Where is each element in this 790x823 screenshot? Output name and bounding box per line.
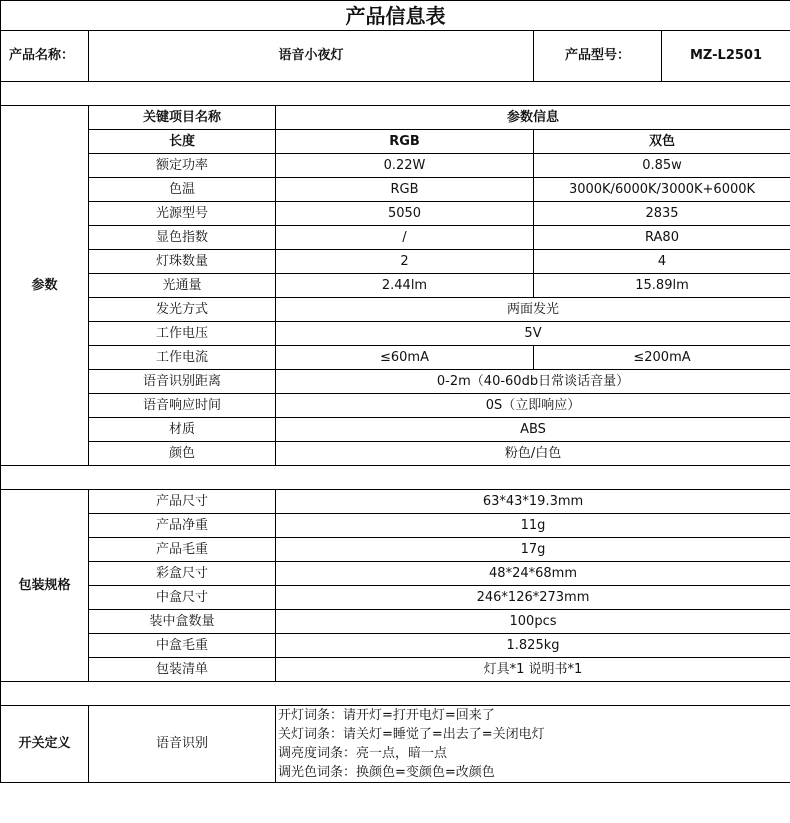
- page-title: 产品信息表: [1, 1, 790, 31]
- product-name-label: 产品名称：: [1, 31, 89, 82]
- switch-label: 语音识别: [89, 706, 276, 783]
- table-row: [1, 490, 790, 514]
- table-row: [1, 346, 790, 370]
- row-label: 发光方式: [89, 298, 276, 322]
- row-label: 额定功率: [89, 154, 276, 178]
- separator-row: [1, 682, 790, 706]
- row-value: 0-2m（40-60db日常谈话音量）: [276, 370, 790, 394]
- row-value: 63*43*19.3mm: [276, 490, 790, 514]
- row-value-dual: ≤200mA: [534, 346, 790, 370]
- row-label: 产品净重: [89, 514, 276, 538]
- switch-commands: [276, 706, 790, 783]
- table-row: [1, 442, 790, 466]
- table-row: [1, 178, 790, 202]
- length-label: 长度: [89, 130, 276, 154]
- separator-row: [1, 466, 790, 490]
- row-value: 粉色/白色: [276, 442, 790, 466]
- col-key-header: 关键项目名称: [89, 106, 276, 130]
- table-row: [1, 298, 790, 322]
- row-value: 5V: [276, 322, 790, 346]
- product-model-label: 产品型号：: [534, 31, 662, 82]
- table-row: [1, 658, 790, 682]
- table-row: [1, 586, 790, 610]
- row-label: 彩盒尺寸: [89, 562, 276, 586]
- product-model-value: MZ-L2501: [662, 31, 790, 82]
- row-value-rgb: 2.44lm: [276, 274, 534, 298]
- row-value-dual: 4: [534, 250, 790, 274]
- row-value-rgb: 2: [276, 250, 534, 274]
- table-row: [1, 226, 790, 250]
- table-row: [1, 202, 790, 226]
- row-label: 中盒尺寸: [89, 586, 276, 610]
- table-row: [1, 514, 790, 538]
- table-row: [1, 370, 790, 394]
- section-switch: 开关定义: [1, 706, 89, 783]
- table-row: [1, 538, 790, 562]
- row-label: 灯珠数量: [89, 250, 276, 274]
- section-packaging: 包装规格: [1, 490, 89, 682]
- row-label: 语音响应时间: [89, 394, 276, 418]
- row-value-dual: 0.85w: [534, 154, 790, 178]
- row-value-dual: 15.89lm: [534, 274, 790, 298]
- row-value-dual: RA80: [534, 226, 790, 250]
- table-row: [1, 418, 790, 442]
- row-label: 产品尺寸: [89, 490, 276, 514]
- table-row: [1, 250, 790, 274]
- row-label: 工作电压: [89, 322, 276, 346]
- col-info-header: 参数信息: [276, 106, 790, 130]
- table-row: [1, 394, 790, 418]
- product-name-value: 语音小夜灯: [89, 31, 534, 82]
- table-row: [1, 322, 790, 346]
- table-row: [1, 562, 790, 586]
- table-row: [1, 154, 790, 178]
- row-label: 材质: [89, 418, 276, 442]
- row-label: 语音识别距离: [89, 370, 276, 394]
- row-label: 装中盒数量: [89, 610, 276, 634]
- row-value: ABS: [276, 418, 790, 442]
- length-rgb: RGB: [276, 130, 534, 154]
- row-value-rgb: /: [276, 226, 534, 250]
- row-label: 颜色: [89, 442, 276, 466]
- row-value: 17g: [276, 538, 790, 562]
- separator-row: [1, 82, 790, 106]
- table-row: [1, 634, 790, 658]
- row-label: 包装清单: [89, 658, 276, 682]
- row-value-rgb: 0.22W: [276, 154, 534, 178]
- row-value: 灯具*1 说明书*1: [276, 658, 790, 682]
- row-value: 1.825kg: [276, 634, 790, 658]
- row-value-dual: 2835: [534, 202, 790, 226]
- row-label: 光通量: [89, 274, 276, 298]
- row-label: 色温: [89, 178, 276, 202]
- row-value: 48*24*68mm: [276, 562, 790, 586]
- command-line: 调亮度词条：亮一点，暗一点: [278, 746, 448, 761]
- row-label: 显色指数: [89, 226, 276, 250]
- command-line: 调光色词条：换颜色=变颜色=改颜色: [278, 765, 495, 780]
- row-value-dual: 3000K/6000K/3000K+6000K: [534, 178, 790, 202]
- row-label: 工作电流: [89, 346, 276, 370]
- row-label: 中盒毛重: [89, 634, 276, 658]
- row-value: 11g: [276, 514, 790, 538]
- section-params: 参数: [1, 106, 89, 466]
- row-value: 两面发光: [276, 298, 790, 322]
- row-value: 246*126*273mm: [276, 586, 790, 610]
- row-label: 光源型号: [89, 202, 276, 226]
- row-label: 产品毛重: [89, 538, 276, 562]
- row-value-rgb: 5050: [276, 202, 534, 226]
- row-value: 0S（立即响应）: [276, 394, 790, 418]
- length-dual: 双色: [534, 130, 790, 154]
- table-row: [1, 610, 790, 634]
- table-row: [1, 274, 790, 298]
- row-value-rgb: ≤60mA: [276, 346, 534, 370]
- row-value-rgb: RGB: [276, 178, 534, 202]
- command-line: 开灯词条：请开灯=打开电灯=回来了: [278, 708, 495, 723]
- command-line: 关灯词条：请关灯=睡觉了=出去了=关闭电灯: [278, 727, 545, 742]
- row-value: 100pcs: [276, 610, 790, 634]
